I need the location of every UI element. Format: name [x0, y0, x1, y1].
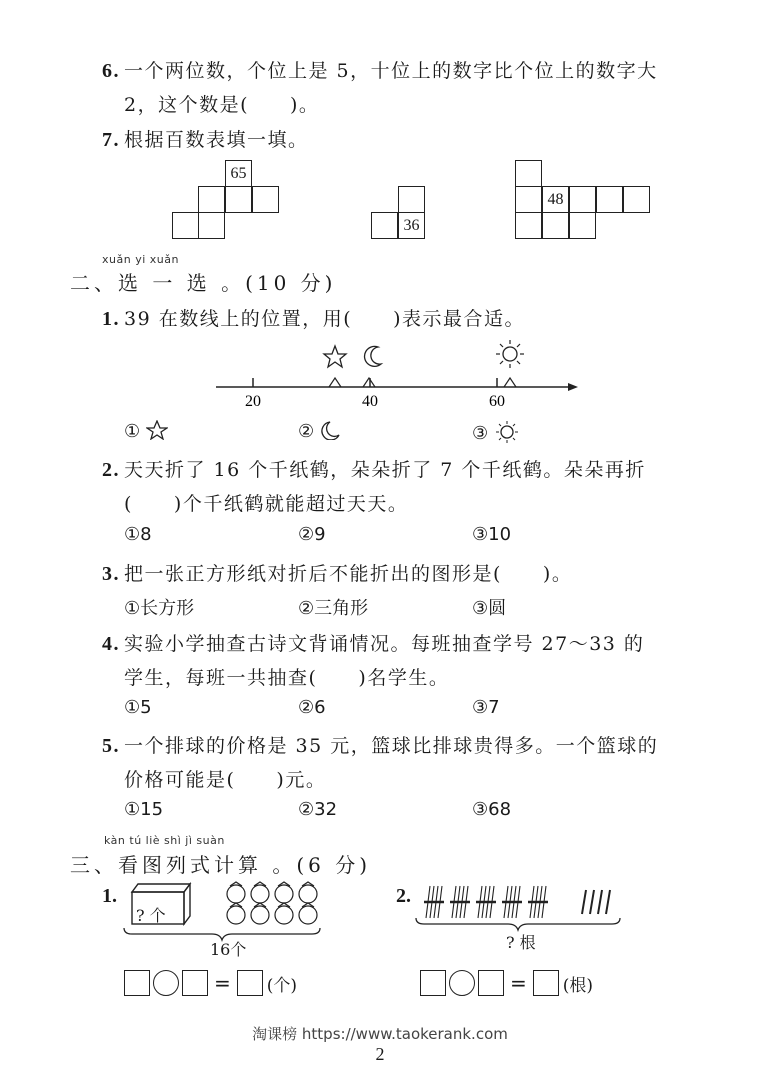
section-3-title: 三、看图列式计算 。(6 分) [70, 853, 372, 877]
grid-cell-blank[interactable] [371, 212, 398, 239]
tick-label: 20 [245, 393, 261, 410]
question-text: 把一张正方形纸对折后不能折出的图形是( )。 [124, 563, 573, 585]
tick-label: 40 [362, 393, 378, 410]
equals-sign: = [510, 971, 527, 995]
brace [416, 918, 620, 930]
question-text: 39 在数线上的位置，用( )表示最合适。 [124, 308, 526, 330]
operator-circle[interactable] [449, 970, 475, 996]
single-stick-icon [582, 890, 610, 914]
question-number: 5. [102, 735, 120, 757]
unit-label: (个) [266, 975, 298, 996]
grid-cell-blank[interactable] [172, 212, 199, 239]
operator-circle[interactable] [153, 970, 179, 996]
option-2[interactable]: ②6 [298, 697, 326, 718]
s2-question-1 [102, 304, 525, 331]
option-3[interactable] [472, 420, 520, 444]
grid-cell-blank[interactable] [198, 212, 225, 239]
question-text: 一个两位数，个位上是 5，十位上的数字比个位上的数字大 [124, 60, 658, 82]
grid-cell-blank[interactable] [623, 186, 650, 213]
s2-question-2 [102, 455, 646, 482]
answer-box[interactable] [182, 970, 208, 996]
question-text: 天天折了 16 个千纸鹤，朵朵折了 7 个千纸鹤。朵朵再折 [124, 459, 646, 481]
grid-cell-blank[interactable] [198, 186, 225, 213]
tomato-icon [227, 882, 317, 924]
moon-icon [320, 420, 342, 440]
option-label: ② [298, 421, 315, 442]
answer-box[interactable] [478, 970, 504, 996]
grid-cell-blank[interactable] [225, 186, 252, 213]
section-2-pinyin: xuǎn yi xuǎn [102, 253, 179, 266]
question-text: 根据百数表填一填。 [124, 129, 309, 151]
question-number: 6. [102, 60, 120, 82]
option-label: ① [124, 421, 141, 442]
section-2-title: 二、选 一 选 。(10 分) [70, 271, 337, 295]
question-number: 3. [102, 563, 120, 585]
grid-cell-value: 65 [225, 160, 252, 187]
option-1[interactable] [124, 420, 168, 442]
sun-icon [494, 420, 520, 444]
s2-question-4-line2: 学生，每班一共抽查( )名学生。 [124, 667, 450, 689]
option-1[interactable]: ①8 [124, 524, 152, 545]
answer-box[interactable] [533, 970, 559, 996]
number-line [210, 338, 585, 410]
watermark: 淘课榜 https://www.taokerank.com [252, 1025, 508, 1043]
option-2[interactable]: ②9 [298, 524, 326, 545]
option-label: ③ [472, 423, 489, 444]
total-label: ? 根 [506, 933, 536, 952]
s2-question-5-line2: 价格可能是( )元。 [124, 769, 327, 791]
s2-question-5 [102, 731, 658, 758]
unit-label: (根) [562, 975, 594, 996]
tick-label: 60 [489, 393, 505, 410]
equation-1 [124, 970, 297, 996]
option-3[interactable]: ③圆 [472, 598, 507, 619]
s2-question-3 [102, 559, 572, 586]
s2-question-4 [102, 629, 644, 656]
question-number: 2. [396, 885, 411, 907]
grid-cell-blank[interactable] [515, 160, 542, 187]
question-text: 一个排球的价格是 35 元，篮球比排球贵得多。一个篮球的 [124, 735, 659, 757]
option-3[interactable]: ③10 [472, 524, 512, 545]
option-2[interactable]: ②32 [298, 799, 338, 820]
equals-sign: = [214, 971, 231, 995]
grid-cell-blank[interactable] [569, 212, 596, 239]
option-3[interactable]: ③68 [472, 799, 512, 820]
grid-cell-blank[interactable] [569, 186, 596, 213]
s2-question-2-line2: ( )个千纸鹤就能超过天天。 [124, 493, 409, 515]
stick-bundle-icon [424, 886, 548, 918]
answer-box[interactable] [124, 970, 150, 996]
equation-2 [420, 970, 593, 996]
star-icon [146, 420, 168, 440]
sun-icon [496, 340, 524, 368]
moon-icon [365, 346, 381, 366]
total-label: 16个 [210, 940, 247, 959]
answer-box[interactable] [237, 970, 263, 996]
question-number: 7. [102, 129, 120, 151]
moon-marker [363, 378, 375, 387]
box-label: ? 个 [136, 906, 166, 925]
answer-box[interactable] [420, 970, 446, 996]
grid-cell-value: 36 [398, 212, 425, 239]
grid-cell-blank[interactable] [398, 186, 425, 213]
question-6 [102, 56, 658, 83]
number-line-arrow [568, 383, 578, 391]
page-number: 2 [375, 1044, 385, 1064]
grid-cell-blank[interactable] [252, 186, 279, 213]
grid-cell-value: 48 [542, 186, 569, 213]
grid-cell-blank[interactable] [515, 212, 542, 239]
star-icon [324, 346, 346, 367]
grid-cell-blank[interactable] [515, 186, 542, 213]
option-1[interactable]: ①5 [124, 697, 152, 718]
grid-cell-blank[interactable] [596, 186, 623, 213]
question-number: 1. [102, 885, 117, 907]
question-6-line2: 2，这个数是( )。 [124, 94, 320, 116]
question-number: 2. [102, 459, 120, 481]
option-1[interactable]: ①长方形 [124, 598, 195, 619]
question-number: 4. [102, 633, 120, 655]
grid-cell-blank[interactable] [542, 212, 569, 239]
question-7 [102, 125, 309, 152]
question-number: 1. [102, 308, 120, 330]
option-3[interactable]: ③7 [472, 697, 500, 718]
section-3-pinyin: kàn tú liè shì jì suàn [104, 834, 225, 847]
question-text: 实验小学抽查古诗文背诵情况。每班抽查学号 27～33 的 [124, 633, 645, 655]
sun-marker [504, 378, 516, 387]
option-2[interactable] [298, 420, 342, 442]
option-2[interactable]: ②三角形 [298, 598, 369, 619]
star-marker [329, 378, 341, 387]
option-1[interactable]: ①15 [124, 799, 164, 820]
